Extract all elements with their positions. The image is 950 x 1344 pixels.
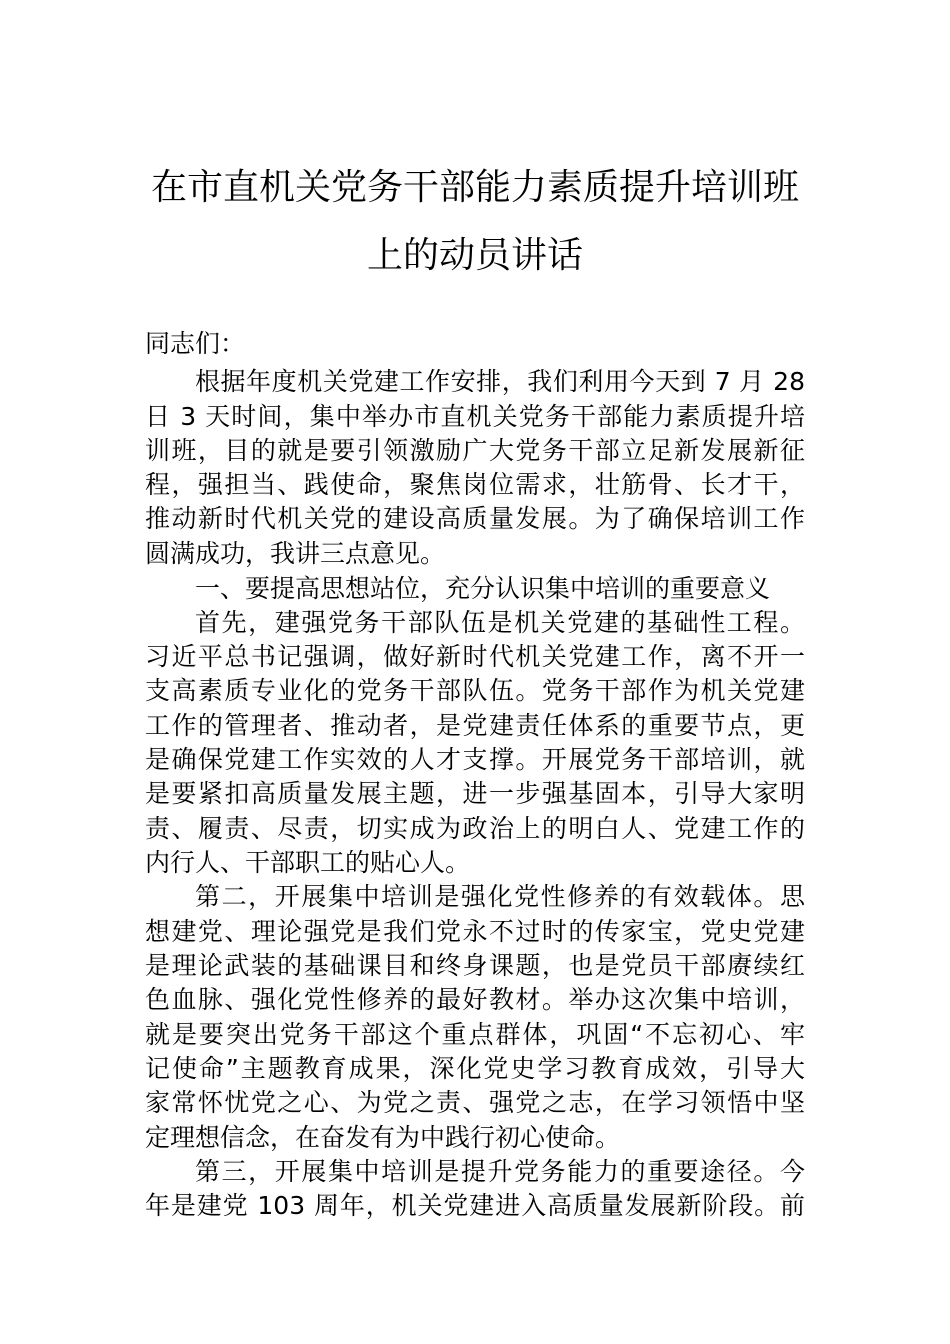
body-line: 第三，开展集中培训是提升党务能力的重要途径。今 xyxy=(195,1157,805,1186)
body-line: 责、履责、尽责，切实成为政治上的明白人、党建工作的 xyxy=(145,814,805,843)
body-line: 家常怀忧党之心、为党之责、强党之志，在学习领悟中坚 xyxy=(145,1088,805,1117)
body-line: 日 3 天时间，集中举办市直机关党务干部能力素质提升培 xyxy=(145,402,805,431)
body-line: 支高素质专业化的党务干部队伍。党务干部作为机关党建 xyxy=(145,676,805,705)
body-line: 习近平总书记强调，做好新时代机关党建工作，离不开一 xyxy=(145,642,805,671)
body-line: 年是建党 103 周年，机关党建进入高质量发展新阶段。前 xyxy=(145,1191,805,1220)
body-line: 首先，建强党务干部队伍是机关党建的基础性工程。 xyxy=(195,608,805,637)
body-line: 训班，目的就是要引领激励广大党务干部立足新发展新征 xyxy=(145,436,805,465)
document-title-line-2: 上的动员讲话 xyxy=(366,235,583,276)
body-line: 定理想信念，在奋发有为中践行初心使命。 xyxy=(145,1123,621,1152)
body-line: 工作的管理者、推动者，是党建责任体系的重要节点，更 xyxy=(145,711,805,740)
body-line: 想建党、理论强党是我们党永不过时的传家宝，党史党建 xyxy=(145,917,805,946)
body-line: 是要紧扣高质量发展主题，进一步强基固本，引导大家明 xyxy=(145,779,805,808)
body-line: 程，强担当、践使命，聚焦岗位需求，壮筋骨、长才干， xyxy=(145,470,805,499)
body-line: 内行人、干部职工的贴心人。 xyxy=(145,848,471,877)
body-line: 就是要突出党务干部这个重点群体，巩固“不忘初心、牢 xyxy=(145,1020,805,1049)
document-title-line-1: 在市直机关党务干部能力素质提升培训班 xyxy=(150,167,799,208)
body-line: 第二，开展集中培训是强化党性修养的有效载体。思 xyxy=(195,882,805,911)
body-line: 色血脉、强化党性修养的最好教材。举办这次集中培训， xyxy=(145,985,805,1014)
section-heading: 一、要提高思想站位，充分认识集中培训的重要意义 xyxy=(195,574,771,603)
body-line: 圆满成功，我讲三点意见。 xyxy=(145,539,446,568)
body-line: 是确保党建工作实效的人才支撑。开展党务干部培训，就 xyxy=(145,745,805,774)
body-line: 推动新时代机关党的建设高质量发展。为了确保培训工作 xyxy=(145,504,805,533)
body-line: 根据年度机关党建工作安排，我们利用今天到 7 月 28 xyxy=(195,367,805,396)
body-line: 记使命”主题教育成果，深化党史学习教育成效，引导大 xyxy=(145,1054,805,1083)
body-line: 是理论武装的基础课目和终身课题，也是党员干部赓续红 xyxy=(145,951,805,980)
salutation: 同志们： xyxy=(145,329,246,358)
